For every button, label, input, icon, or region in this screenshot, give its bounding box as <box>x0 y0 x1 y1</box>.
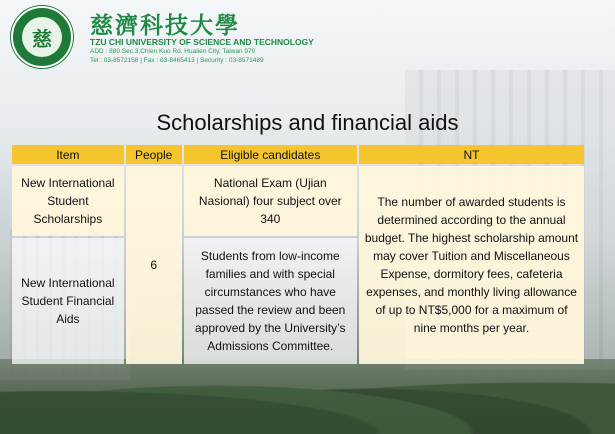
university-address: ADD : 880 Sec.3,Chien Kuo Rd. Hualien City, Taiwan 970 <box>90 48 256 55</box>
logo-emblem-icon: 慈 <box>22 17 62 57</box>
cell-eligible-financial-aids: Students from low-income families and with special circumstances who have passed the review and been approved by the University’s Admissions Committee. <box>184 238 357 364</box>
header-item: Item <box>12 145 124 164</box>
table-header-row <box>12 145 584 164</box>
header-people: People <box>126 145 182 164</box>
cell-item-scholarships: New International Student Scholarships <box>12 166 124 236</box>
page-title: Scholarships and financial aids <box>156 110 459 135</box>
header-eligible-candidates: Eligible candidates <box>184 145 357 164</box>
university-name-english: TZU CHI UNIVERSITY OF SCIENCE AND TECHNOLOGY <box>90 37 314 47</box>
cell-nt-description: The number of awarded students is determined according to the annual budget. The highest scholarship amount may cover Tuition and Miscellaneous Expense, dormitory fees, cafeteria expenses, and monthly living allowance of up to NT$5,000 for a maximum of nine months per year. <box>359 166 584 364</box>
header-nt: NT <box>359 145 584 164</box>
university-contact: Tel : 03-8572158 | Fax : 03-8465413 | Security : 03-8571489 <box>90 57 264 64</box>
cell-people: 6 <box>126 166 182 364</box>
cell-item-financial-aids: New International Student Financial Aids <box>12 238 124 364</box>
university-name-chinese: 慈濟科技大學 <box>90 12 240 39</box>
table-row <box>12 166 584 236</box>
cell-eligible-scholarships: National Exam (Ujian Nasional) four subject over 340 <box>184 166 357 236</box>
scholarship-table <box>10 143 586 366</box>
university-logo <box>11 6 73 68</box>
background-trees <box>0 359 615 434</box>
